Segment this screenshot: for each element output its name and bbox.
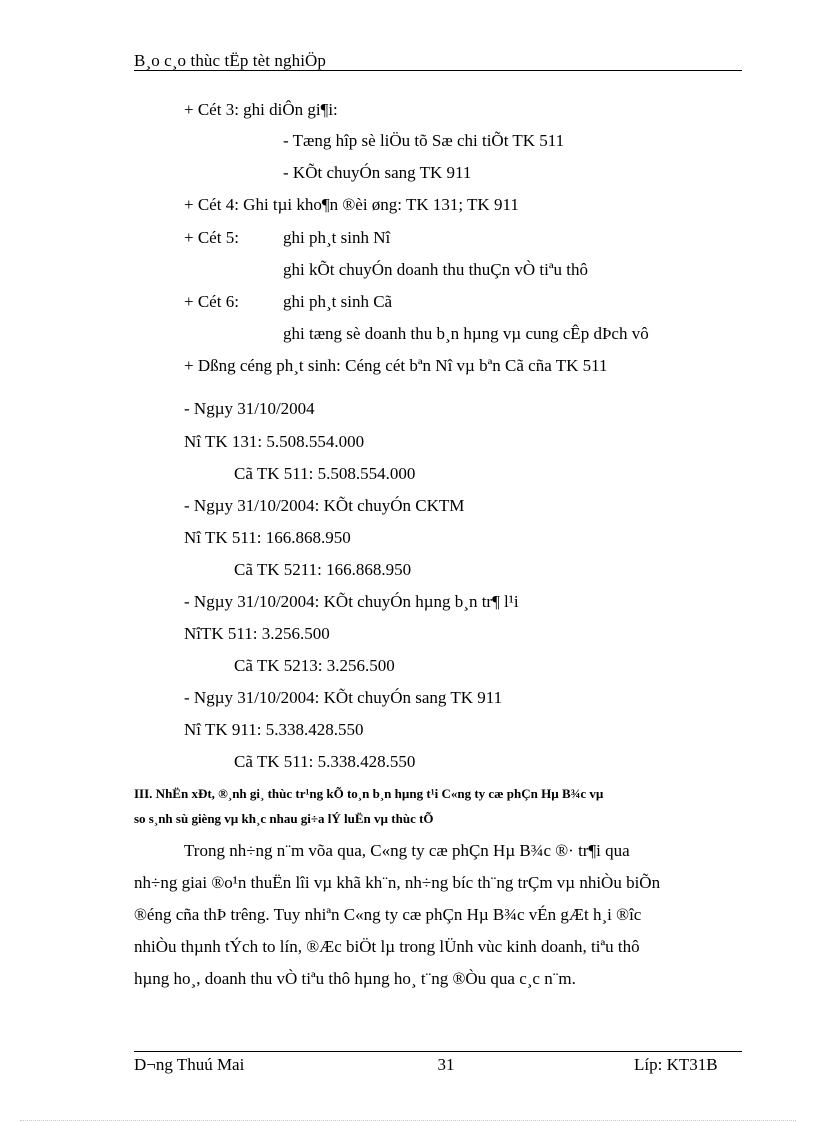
entry-4-date: - Ngµy 31/10/2004: KÕt chuyÓn sang TK 911 bbox=[184, 688, 503, 707]
paragraph-line-5: hµng ho¸, doanh thu vÒ tiªu thô hµng ho¸ t¨ng ®Òu qua c¸c n¨m. bbox=[134, 969, 576, 988]
column-5-item-a: ghi ph¸t sinh Nî bbox=[283, 228, 391, 247]
footer-class-label: Líp: KT31B bbox=[634, 1055, 718, 1074]
column-6-label: + Cét 6: bbox=[184, 292, 239, 311]
column-3-item-b: - KÕt chuyÓn sang TK 911 bbox=[283, 163, 472, 182]
entry-3-debit: NîTK 511: 3.256.500 bbox=[184, 624, 330, 643]
entry-2-credit: Cã TK 5211: 166.868.950 bbox=[234, 560, 412, 579]
section-heading-line-2: so s¸nh sù gièng vµ kh¸c nhau gi÷a lÝ luËn vµ thùc tÕ bbox=[134, 811, 434, 826]
footer-divider bbox=[134, 1051, 742, 1052]
column-4-note: + Cét 4: Ghi tµi kho¶n ®èi øng: TK 131; TK 911 bbox=[184, 195, 519, 214]
column-5-item-b: ghi kÕt chuyÓn doanh thu thuÇn vÒ tiªu thô bbox=[283, 260, 589, 279]
total-line-note: + Dßng céng ph¸t sinh: Céng cét bªn Nî vµ bªn Cã cña TK 511 bbox=[184, 356, 608, 375]
entry-2-debit: Nî TK 511: 166.868.950 bbox=[184, 528, 351, 547]
column-5-label: + Cét 5: bbox=[184, 228, 239, 247]
paragraph-line-3: ®éng cña thÞ trêng. Tuy nhiªn C«ng ty cæ phÇn Hµ B¾c vÉn gÆt h¸i ®îc bbox=[134, 905, 642, 924]
page-header-title: B¸o c¸o thùc tËp tèt nghiÖp bbox=[134, 51, 327, 70]
column-6-item-a: ghi ph¸t sinh Cã bbox=[283, 292, 393, 311]
paragraph-line-1: Trong nh÷ng n¨m võa qua, C«ng ty cæ phÇn Hµ B¾c ®· tr¶i qua bbox=[184, 841, 630, 860]
paragraph-line-4: nhiÒu thµnh tÝch to lín, ®Æc biÖt lµ trong lÜnh vùc kinh doanh, tiªu thô bbox=[134, 937, 640, 956]
entry-3-credit: Cã TK 5213: 3.256.500 bbox=[234, 656, 395, 675]
column-3-item-a: - Tæng hîp sè liÖu tõ Sæ chi tiÕt TK 511 bbox=[283, 131, 565, 150]
section-heading-line-1: III. NhËn xÐt, ®¸nh gi¸ thùc tr¹ng kÕ to¸n b¸n hµng t¹i C«ng ty cæ phÇn Hµ B¾c vµ bbox=[134, 786, 604, 801]
entry-4-credit: Cã TK 511: 5.338.428.550 bbox=[234, 752, 416, 771]
entry-4-debit: Nî TK 911: 5.338.428.550 bbox=[184, 720, 364, 739]
footer-page-number: 31 bbox=[437, 1055, 455, 1074]
footer-author: D¬ng Thuú Mai bbox=[134, 1055, 245, 1074]
page-bottom-edge bbox=[20, 1120, 796, 1121]
paragraph-line-2: nh÷ng giai ®o¹n thuËn lîi vµ khã kh¨n, nh÷ng bíc th¨ng trÇm vµ nhiÒu biÕn bbox=[134, 873, 661, 892]
column-3-note: + Cét 3: ghi diÔn gi¶i: bbox=[184, 100, 338, 119]
header-divider bbox=[134, 70, 742, 71]
column-6-item-b: ghi tæng sè doanh thu b¸n hµng vµ cung cÊp dÞch vô bbox=[283, 324, 649, 343]
entry-3-date: - Ngµy 31/10/2004: KÕt chuyÓn hµng b¸n tr¶ l¹i bbox=[184, 592, 519, 611]
entry-1-date: - Ngµy 31/10/2004 bbox=[184, 399, 315, 418]
entry-1-debit: Nî TK 131: 5.508.554.000 bbox=[184, 432, 365, 451]
entry-1-credit: Cã TK 511: 5.508.554.000 bbox=[234, 464, 416, 483]
entry-2-date: - Ngµy 31/10/2004: KÕt chuyÓn CKTM bbox=[184, 496, 465, 515]
